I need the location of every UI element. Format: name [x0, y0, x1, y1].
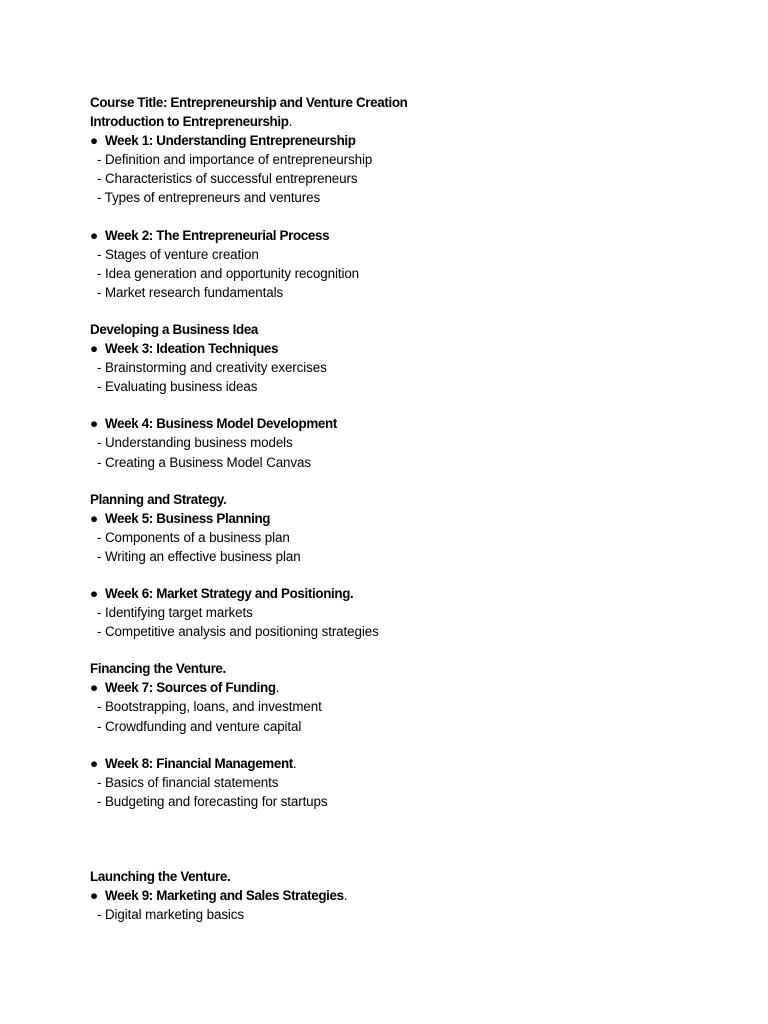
list-item: - Brainstorming and creativity exercises	[97, 360, 327, 376]
list-item: - Identifying target markets	[97, 605, 253, 621]
spacer	[90, 472, 710, 490]
bullet-icon: ●	[90, 585, 99, 601]
spacer	[90, 641, 710, 659]
spacer	[90, 396, 710, 414]
week-heading	[90, 678, 710, 697]
week-title: Week 6: Market Strategy and Positioning.	[105, 585, 354, 601]
week-title: Week 7: Sources of Funding	[105, 680, 276, 696]
week-heading	[90, 414, 710, 433]
list-item: - Types of entrepreneurs and ventures	[97, 190, 321, 206]
section-heading: Planning and Strategy.	[90, 491, 227, 507]
list-item: - Definition and importance of entrepreneurship	[97, 152, 373, 168]
week-heading	[90, 339, 710, 358]
week-title: Week 8: Financial Management	[105, 755, 293, 771]
section-heading: Financing the Venture.	[90, 661, 226, 677]
week-title: Week 5: Business Planning	[105, 510, 271, 526]
section-heading: Launching the Venture.	[90, 868, 231, 884]
week-title: Week 1: Understanding Entrepreneurship	[105, 133, 356, 149]
list-item: - Bootstrapping, loans, and investment	[97, 699, 322, 715]
bullet-icon: ●	[90, 227, 99, 243]
list-item: - Basics of financial statements	[97, 774, 279, 790]
list-item: - Writing an effective business plan	[97, 548, 301, 564]
bullet-icon: ●	[90, 133, 99, 149]
list-item: - Understanding business models	[97, 435, 293, 451]
week-heading	[90, 754, 710, 773]
list-item: - Evaluating business ideas	[97, 379, 258, 395]
bullet-icon: ●	[90, 755, 99, 771]
week-heading	[90, 131, 710, 150]
list-item: - Creating a Business Model Canvas	[97, 454, 311, 470]
week-heading	[90, 584, 710, 603]
bullet-icon: ●	[90, 341, 99, 357]
course-outline	[90, 93, 710, 924]
list-item: - Idea generation and opportunity recognition	[97, 265, 360, 281]
week-title: Week 4: Business Model Development	[105, 416, 337, 432]
spacer	[90, 736, 710, 754]
week-title-suffix: .	[292, 755, 297, 771]
bullet-icon: ●	[90, 888, 99, 903]
list-item: - Stages of venture creation	[97, 246, 259, 262]
week-title-suffix: .	[275, 680, 280, 696]
list-item: - Competitive analysis and positioning strategies	[97, 624, 379, 640]
intro-heading-line	[90, 112, 710, 131]
bullet-icon: ●	[90, 510, 99, 526]
spacer	[90, 811, 710, 867]
spacer	[90, 566, 710, 584]
list-item: - Budgeting and forecasting for startups	[97, 793, 328, 809]
spacer	[90, 302, 710, 320]
intro-heading: Introduction to Entrepreneurship	[90, 114, 289, 130]
bullet-icon: ●	[90, 680, 99, 696]
section-heading: Developing a Business Idea	[90, 321, 259, 337]
list-item: - Characteristics of successful entrepreneurs	[97, 171, 358, 187]
list-item: - Market research fundamentals	[97, 284, 284, 300]
bullet-icon: ●	[90, 416, 99, 432]
week-heading	[90, 886, 710, 905]
course-title: Course Title: Entrepreneurship and Venture Creation	[90, 95, 408, 110]
intro-period: .	[288, 114, 293, 130]
week-title: Week 9: Marketing and Sales Strategies	[105, 888, 344, 903]
week-heading	[90, 509, 710, 528]
list-item: - Crowdfunding and venture capital	[97, 718, 302, 734]
week-title-suffix: .	[343, 888, 348, 903]
spacer	[90, 208, 710, 226]
list-item: - Components of a business plan	[97, 529, 290, 545]
week-heading	[90, 226, 710, 245]
list-item: - Digital marketing basics	[97, 907, 244, 923]
week-title: Week 3: Ideation Techniques	[105, 341, 279, 357]
week-title: Week 2: The Entrepreneurial Process	[105, 227, 330, 243]
